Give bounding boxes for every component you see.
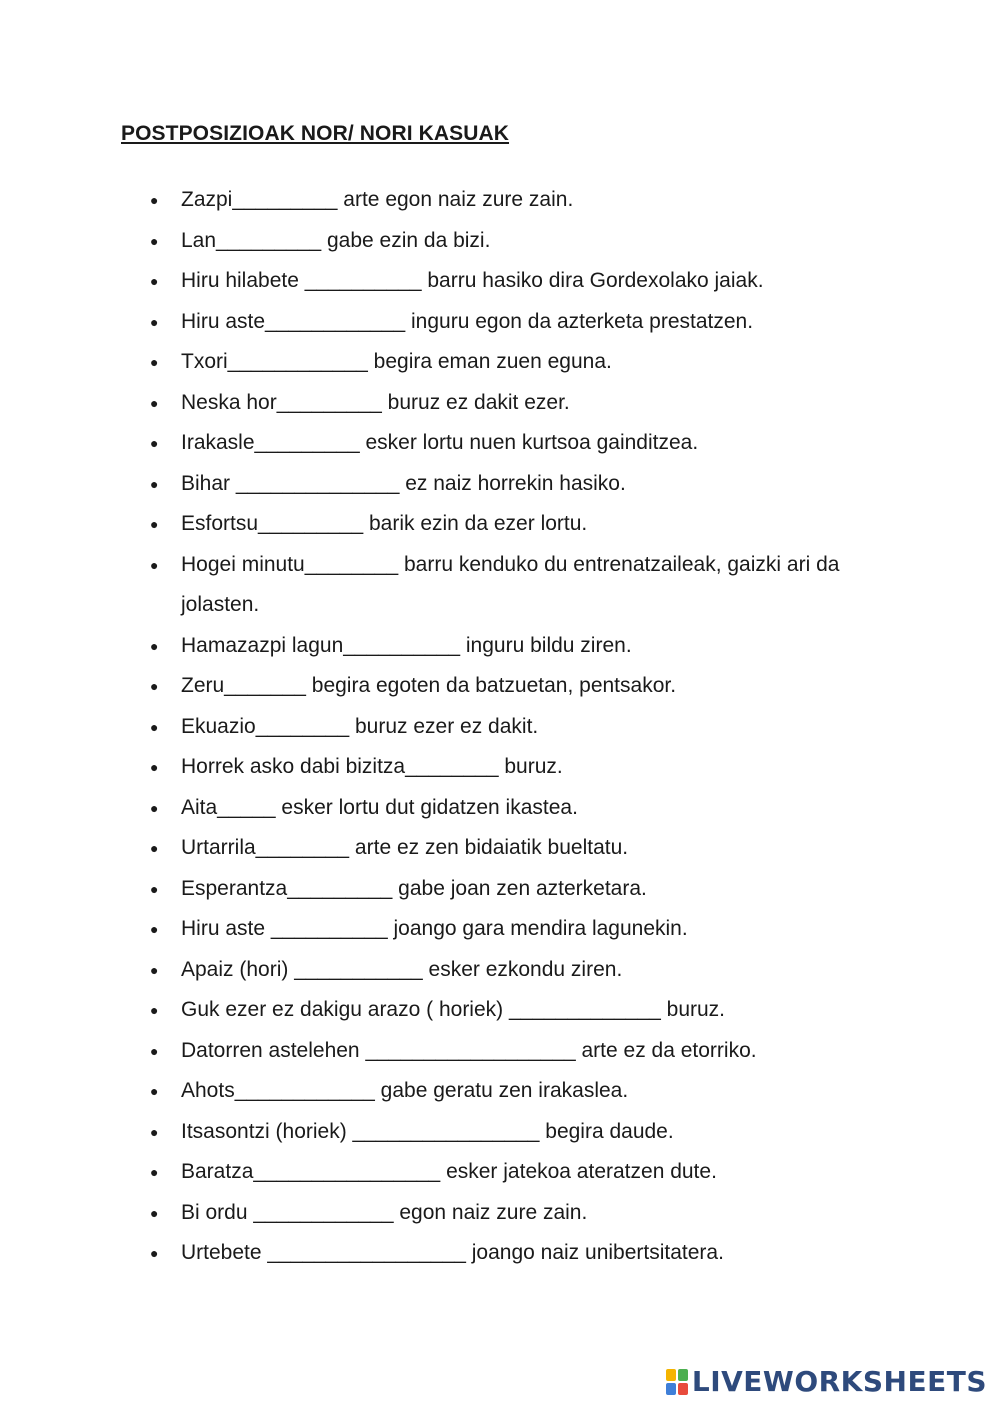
exercise-sentence: Itsasontzi (horiek) ________________ begira daude.: [181, 1119, 674, 1143]
exercise-sentence: Aita_____ esker lortu dut gidatzen ikastea.: [181, 795, 578, 819]
bullet-icon: ●: [150, 1123, 159, 1140]
exercise-item: [150, 545, 870, 626]
bullet-icon: ●: [150, 232, 159, 249]
exercise-item: [150, 302, 870, 343]
exercise-item: [150, 261, 870, 302]
exercise-item: [150, 1233, 870, 1274]
exercise-sentence: Ahots____________ gabe geratu zen irakaslea.: [181, 1079, 629, 1102]
exercise-sentence: Esfortsu_________ barik ezin da ezer lortu.: [181, 512, 588, 535]
exercise-item: [150, 626, 870, 667]
logo-square: [678, 1383, 688, 1395]
exercise-sentence: Bi ordu ____________ egon naiz zure zain.: [181, 1200, 588, 1224]
logo-text: LIVEWORKSHEETS: [691, 1365, 987, 1398]
bullet-icon: ●: [150, 394, 159, 411]
exercise-item: [150, 1031, 870, 1072]
exercise-list: [150, 180, 870, 1274]
exercise-item: [150, 423, 870, 464]
exercise-sentence: Zazpi_________ arte egon naiz zure zain.: [181, 188, 574, 211]
exercise-sentence: Neska hor_________ buruz ez dakit ezer.: [181, 390, 570, 414]
logo-square: [678, 1369, 688, 1381]
exercise-item: [150, 950, 870, 991]
exercise-item: [150, 828, 870, 869]
exercise-sentence: Hiru aste __________ joango gara mendira lagunekin.: [181, 917, 688, 940]
exercise-sentence: Guk ezer ez dakigu arazo ( horiek) _____________ buruz.: [181, 998, 726, 1021]
bullet-icon: ●: [150, 1042, 159, 1059]
bullet-icon: ●: [150, 1245, 159, 1261]
bullet-icon: ●: [150, 1002, 159, 1018]
exercise-item: [150, 1193, 870, 1234]
bullet-icon: ●: [150, 961, 159, 978]
exercise-sentence: Zeru_______ begira egoten da batzuetan, pentsakor.: [181, 674, 677, 697]
logo-square: [666, 1383, 676, 1395]
bullet-icon: ●: [150, 435, 159, 451]
exercise-sentence: Hiru aste____________ inguru egon da azterketa prestatzen.: [181, 309, 754, 333]
liveworksheets-logo-icon: [666, 1369, 688, 1395]
bullet-icon: ●: [150, 1204, 159, 1221]
bullet-icon: ●: [150, 880, 159, 897]
exercise-sentence: Bihar ______________ ez naiz horrekin hasiko.: [181, 471, 626, 495]
exercise-item: [150, 464, 870, 505]
exercise-sentence: Hamazazpi lagun__________ inguru bildu ziren.: [181, 633, 632, 657]
bullet-icon: ●: [150, 192, 159, 208]
logo-square: [666, 1369, 676, 1381]
bullet-icon: ●: [150, 475, 159, 492]
bullet-icon: ●: [150, 678, 159, 694]
exercise-item: [150, 1152, 870, 1193]
bullet-icon: ●: [150, 1083, 159, 1099]
exercise-sentence: Lan_________ gabe ezin da bizi.: [181, 228, 491, 252]
bullet-icon: ●: [150, 921, 159, 937]
bullet-icon: ●: [150, 718, 159, 735]
exercise-item: [150, 383, 870, 424]
exercise-item: [150, 1112, 870, 1153]
exercise-item: [150, 747, 870, 788]
exercise-item: [150, 221, 870, 262]
exercise-sentence: Urtarrila________ arte ez zen bidaiatik bueltatu.: [181, 836, 629, 859]
exercise-item: [150, 869, 870, 910]
bullet-icon: ●: [150, 313, 159, 330]
exercise-item: [150, 990, 870, 1031]
bullet-icon: ●: [150, 799, 159, 816]
exercise-sentence: Hiru hilabete __________ barru hasiko dira Gordexolako jaiak.: [181, 269, 764, 292]
liveworksheets-logo[interactable]: [666, 1365, 987, 1398]
bullet-icon: ●: [150, 759, 159, 775]
exercise-item: [150, 909, 870, 950]
exercise-sentence: Esperantza_________ gabe joan zen azterketara.: [181, 876, 647, 900]
exercise-item: [150, 707, 870, 748]
exercise-sentence: Hogei minutu________ barru kenduko du entrenatzaileak, gaizki ari da jolasten.: [181, 552, 840, 616]
exercise-item: [150, 1071, 870, 1112]
worksheet-title: POSTPOSIZIOAK NOR/ NORI KASUAK: [121, 122, 510, 145]
bullet-icon: ●: [150, 840, 159, 856]
bullet-icon: ●: [150, 516, 159, 532]
exercise-sentence: Ekuazio________ buruz ezer ez dakit.: [181, 714, 539, 738]
exercise-sentence: Horrek asko dabi bizitza________ buruz.: [181, 755, 563, 778]
bullet-icon: ●: [150, 354, 159, 370]
exercise-sentence: Txori____________ begira eman zuen eguna.: [181, 350, 612, 373]
exercise-item: [150, 666, 870, 707]
bullet-icon: ●: [150, 556, 159, 573]
bullet-icon: ●: [150, 273, 159, 289]
exercise-sentence: Urtebete _________________ joango naiz unibertsitatera.: [181, 1241, 724, 1264]
bullet-icon: ●: [150, 1164, 159, 1180]
exercise-sentence: Baratza________________ esker jatekoa ateratzen dute.: [181, 1160, 717, 1183]
exercise-item: [150, 504, 870, 545]
exercise-sentence: Apaiz (hori) ___________ esker ezkondu ziren.: [181, 957, 623, 981]
exercise-item: [150, 788, 870, 829]
exercise-sentence: Datorren astelehen __________________ arte ez da etorriko.: [181, 1038, 757, 1062]
exercise-item: [150, 342, 870, 383]
bullet-icon: ●: [150, 637, 159, 654]
exercise-item: [150, 180, 870, 221]
exercise-sentence: Irakasle_________ esker lortu nuen kurtsoa gainditzea.: [181, 431, 699, 454]
